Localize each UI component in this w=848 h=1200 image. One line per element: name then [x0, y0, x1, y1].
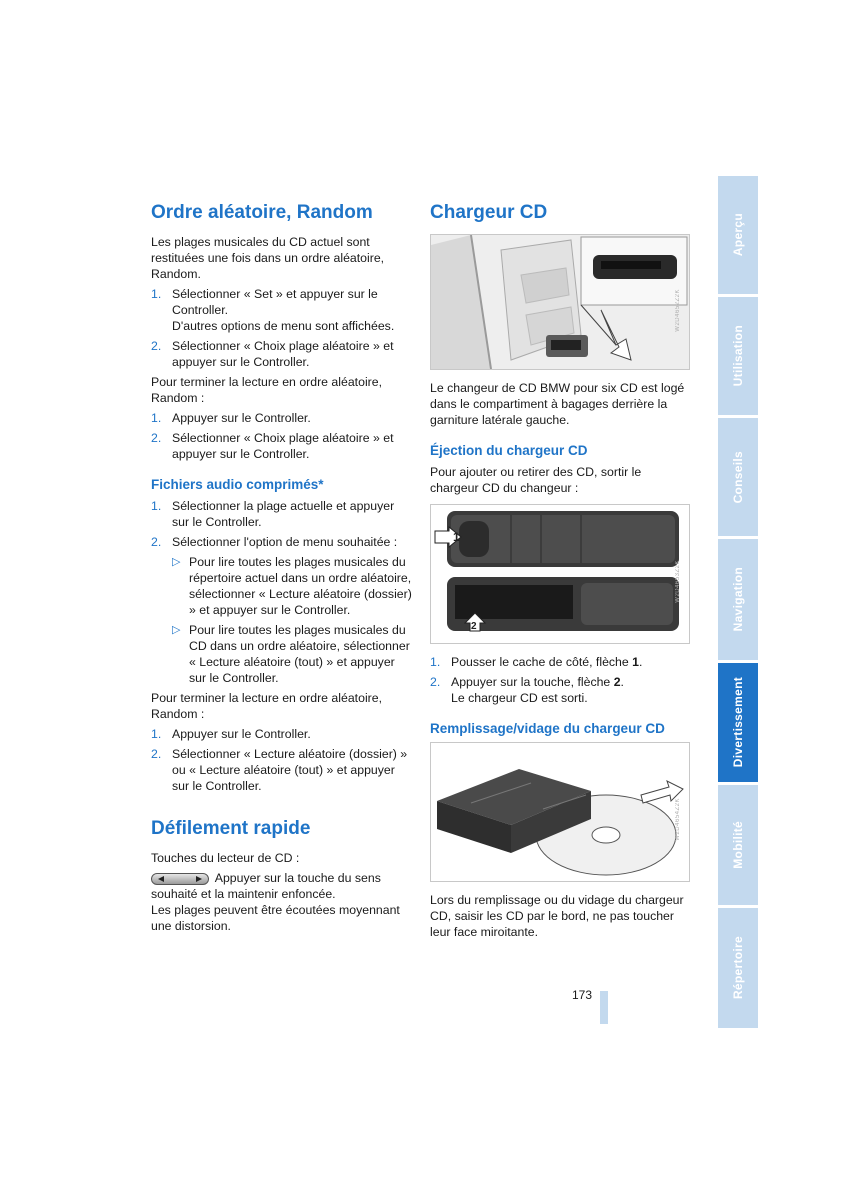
compressed-step-1 — [151, 498, 413, 530]
step-text-end: . — [620, 675, 624, 689]
bullet-item — [172, 622, 413, 686]
cd-changer-heading: Chargeur CD — [430, 202, 548, 223]
bullet-item — [172, 554, 413, 618]
step-number: 2. — [151, 747, 162, 761]
random-intro: Les plages musicales du CD actuel sont restituées une fois dans un ordre aléatoire, Random. — [151, 235, 385, 281]
tab-label: Navigation — [731, 567, 745, 632]
arrow-number: 2 — [613, 675, 621, 689]
step-extra: D'autres options de menu sont affichées. — [172, 319, 395, 333]
option-bullets — [172, 554, 413, 686]
tab-label: Répertoire — [731, 936, 745, 1000]
eject-step-2 — [430, 674, 690, 706]
bullet-text: Pour lire toutes les plages musicales du CD dans un ordre aléatoire, sélectionner « Lecture aléatoire (tout) » et appuyer sur le Controller. — [189, 623, 410, 685]
compressed-end-step-2 — [151, 746, 413, 794]
cd-changer-description: Le changeur de CD BMW pour six CD est logé dans le compartiment à bagages derrière la garniture latérale gauche. — [430, 381, 685, 427]
step-number: 2. — [151, 431, 162, 445]
step-number: 1. — [151, 727, 162, 741]
triangle-bullet-icon: ▷ — [172, 556, 181, 568]
tab-divertissement[interactable] — [718, 663, 758, 782]
figure-code: W2D4653Z2K — [675, 560, 681, 603]
svg-text:1: 1 — [453, 530, 460, 544]
chapter-tabs — [718, 176, 758, 1031]
random-end-text: Pour terminer la lecture en ordre aléatoire, Random : — [151, 375, 383, 405]
step-number: 2. — [151, 535, 162, 549]
fill-heading: Remplissage/vidage du chargeur CD — [430, 721, 665, 736]
step-text: Appuyer sur le Controller. — [172, 727, 311, 741]
scroll-heading: Défilement rapide — [151, 818, 311, 839]
magazine-photo — [430, 504, 690, 644]
step-number: 2. — [430, 675, 441, 689]
step-text: Appuyer sur la touche, flèche — [451, 675, 614, 689]
bullet-text: Pour lire toutes les plages musicales du répertoire actuel dans un ordre aléatoire, sélectionner « Lecture aléatoire (dossier) » et appuyer sur le Controller. — [189, 555, 412, 617]
compressed-steps — [151, 498, 413, 686]
random-end-step-2 — [151, 430, 413, 462]
step-text: Sélectionner l'option de menu souhaitée : — [172, 535, 398, 549]
loading-photo — [430, 742, 690, 882]
step-text-end: . — [639, 655, 643, 669]
compressed-end-steps — [151, 726, 413, 794]
random-end-step-1 — [151, 410, 413, 426]
seek-buttons-icon — [151, 873, 209, 885]
page-marker — [600, 991, 608, 1024]
tab-apercu[interactable] — [718, 176, 758, 294]
random-step-2 — [151, 338, 413, 370]
tab-repertoire[interactable] — [718, 908, 758, 1028]
scroll-button-text: Appuyer sur la touche du sens souhaité et la maintenir enfoncée. — [151, 871, 381, 901]
trunk-illustration — [431, 235, 689, 369]
left-column — [151, 200, 413, 938]
tab-conseils[interactable] — [718, 418, 758, 536]
compressed-end-text: Pour terminer la lecture en ordre aléatoire, Random : — [151, 691, 383, 721]
eject-steps — [430, 654, 690, 706]
scroll-intro: Touches du lecteur de CD : — [151, 851, 300, 865]
compressed-heading: Fichiers audio comprimés* — [151, 477, 324, 492]
step-extra: Le chargeur CD est sorti. — [451, 691, 588, 705]
step-text: Sélectionner « Lecture aléatoire (dossier) » ou « Lecture aléatoire (tout) » et appuyer sur le Controller. — [172, 747, 408, 793]
arrow-number: 1 — [632, 655, 639, 669]
step-number: 2. — [151, 339, 162, 353]
eject-step-1 — [430, 654, 690, 670]
svg-text:2: 2 — [471, 621, 477, 632]
tab-utilisation[interactable] — [718, 297, 758, 415]
step-text: Sélectionner « Choix plage aléatoire » et appuyer sur le Controller. — [172, 339, 394, 369]
tab-label: Divertissement — [731, 677, 745, 768]
magazine-illustration — [431, 505, 689, 643]
random-heading: Ordre aléatoire, Random — [151, 202, 373, 223]
step-number: 1. — [151, 287, 162, 301]
random-step-1 — [151, 286, 413, 334]
eject-intro: Pour ajouter ou retirer des CD, sortir le chargeur CD du changeur : — [430, 465, 642, 495]
step-text: Appuyer sur le Controller. — [172, 411, 311, 425]
step-number: 1. — [151, 411, 162, 425]
tab-label: Aperçu — [731, 213, 745, 257]
random-steps — [151, 286, 413, 370]
triangle-bullet-icon: ▷ — [172, 624, 181, 636]
random-end-steps — [151, 410, 413, 462]
figure-code: W2D4652Z2K — [675, 288, 681, 332]
tab-label: Mobilité — [731, 821, 745, 869]
fill-text: Lors du remplissage ou du vidage du chargeur CD, saisir les CD par le bord, ne pas toucher leur face miroitante. — [430, 893, 684, 939]
compressed-step-2 — [151, 534, 413, 686]
right-column — [430, 200, 690, 944]
tab-label: Conseils — [731, 450, 745, 504]
scroll-note: Les plages peuvent être écoutées moyennant une distorsion. — [151, 903, 400, 933]
page-number: 173 — [572, 988, 593, 1002]
step-text: Sélectionner « Choix plage aléatoire » et appuyer sur le Controller. — [172, 431, 394, 461]
tab-label: Utilisation — [731, 325, 745, 387]
trunk-photo — [430, 234, 690, 370]
tab-mobilite[interactable] — [718, 785, 758, 905]
loading-illustration — [431, 743, 689, 881]
step-text: Pousser le cache de côté, flèche — [451, 655, 633, 669]
tab-navigation[interactable] — [718, 539, 758, 660]
figure-code: W2D4654Z2K — [675, 798, 681, 841]
compressed-end-step-1 — [151, 726, 413, 742]
step-text: Sélectionner « Set » et appuyer sur le Controller. — [172, 287, 378, 317]
eject-heading: Éjection du chargeur CD — [430, 443, 588, 458]
step-text: Sélectionner la plage actuelle et appuyer sur le Controller. — [172, 499, 395, 529]
step-number: 1. — [430, 655, 441, 669]
step-number: 1. — [151, 499, 162, 513]
scroll-button-text-line — [151, 870, 413, 902]
